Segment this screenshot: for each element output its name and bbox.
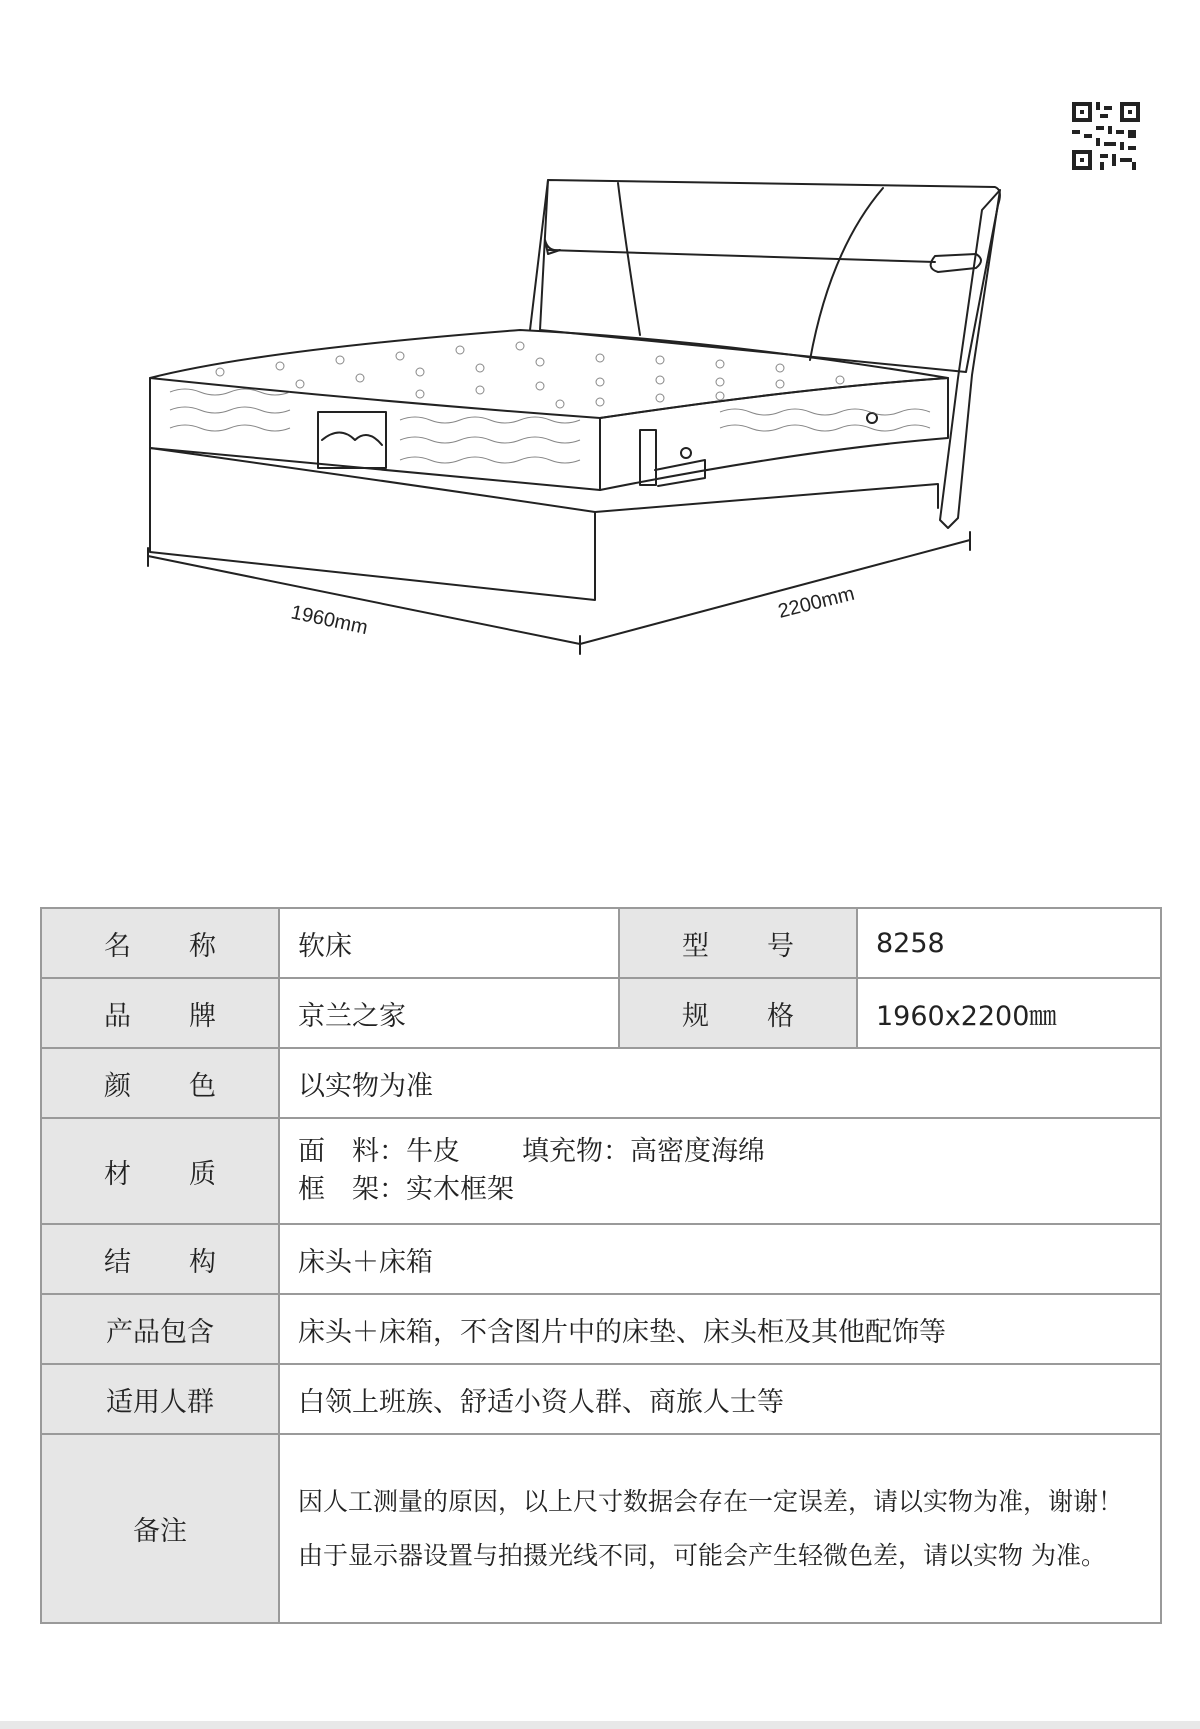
- dim-line-length: [580, 540, 970, 644]
- frame-value: 实木框架: [406, 1174, 514, 1205]
- includes-value: 床头＋床箱，不含图片中的床垫、床头柜及其他配饰等: [279, 1294, 1161, 1364]
- notes-value: [279, 1434, 1161, 1623]
- headboard: [540, 180, 1000, 372]
- structure-value: 床头＋床箱: [279, 1224, 1161, 1294]
- audience-value: 白领上班族、舒适小资人群、商旅人士等: [279, 1364, 1161, 1434]
- notes-line-1: 因人工测量的原因，以上尺寸数据会存在一定误差，请以实物为准，谢谢！: [298, 1486, 1124, 1516]
- filling-key: 填充物：: [522, 1136, 630, 1167]
- table-row: [41, 908, 1161, 978]
- headboard-handle-left: [545, 240, 560, 254]
- dim-width-label: 1960mm: [288, 601, 370, 640]
- fabric-key: 面 料：: [298, 1136, 406, 1167]
- fabric-value: 牛皮: [406, 1136, 460, 1167]
- table-row: [41, 1048, 1161, 1118]
- audience-label: 适用人群: [41, 1364, 279, 1434]
- notes-label: 备注: [41, 1434, 279, 1623]
- color-label: 颜色: [41, 1048, 279, 1118]
- size-label: 规格: [619, 978, 857, 1048]
- table-row: [41, 978, 1161, 1048]
- frame-key: 框 架：: [298, 1174, 406, 1205]
- model-label: 型号: [619, 908, 857, 978]
- name-label: 名称: [41, 908, 279, 978]
- includes-label: 产品包含: [41, 1294, 279, 1364]
- model-value: 8258: [857, 908, 1161, 978]
- brand-label: 品牌: [41, 978, 279, 1048]
- material-value: [279, 1118, 1161, 1224]
- bottom-divider: [0, 1721, 1200, 1729]
- dim-length-label: 2200mm: [775, 582, 857, 623]
- table-row: [41, 1434, 1161, 1623]
- table-row: [41, 1224, 1161, 1294]
- size-value: 1960x2200㎜: [857, 978, 1161, 1048]
- name-value: 软床: [279, 908, 619, 978]
- spec-table: [40, 907, 1162, 1624]
- material-label: 材质: [41, 1118, 279, 1224]
- structure-label: 结构: [41, 1224, 279, 1294]
- bed-line-drawing: [0, 0, 1200, 760]
- table-row: [41, 1294, 1161, 1364]
- table-row: [41, 1364, 1161, 1434]
- color-value: 以实物为准: [279, 1048, 1161, 1118]
- notes-line-2: 由于显示器设置与拍摄光线不同，可能会产生轻微色差，请以实物 为准。: [298, 1540, 1106, 1570]
- bed-box: [150, 448, 595, 600]
- brand-value: 京兰之家: [279, 978, 619, 1048]
- mattress-top: [150, 330, 948, 418]
- table-row: [41, 1118, 1161, 1224]
- qr-code-icon[interactable]: [1072, 102, 1140, 170]
- filling-value: 高密度海绵: [630, 1136, 765, 1167]
